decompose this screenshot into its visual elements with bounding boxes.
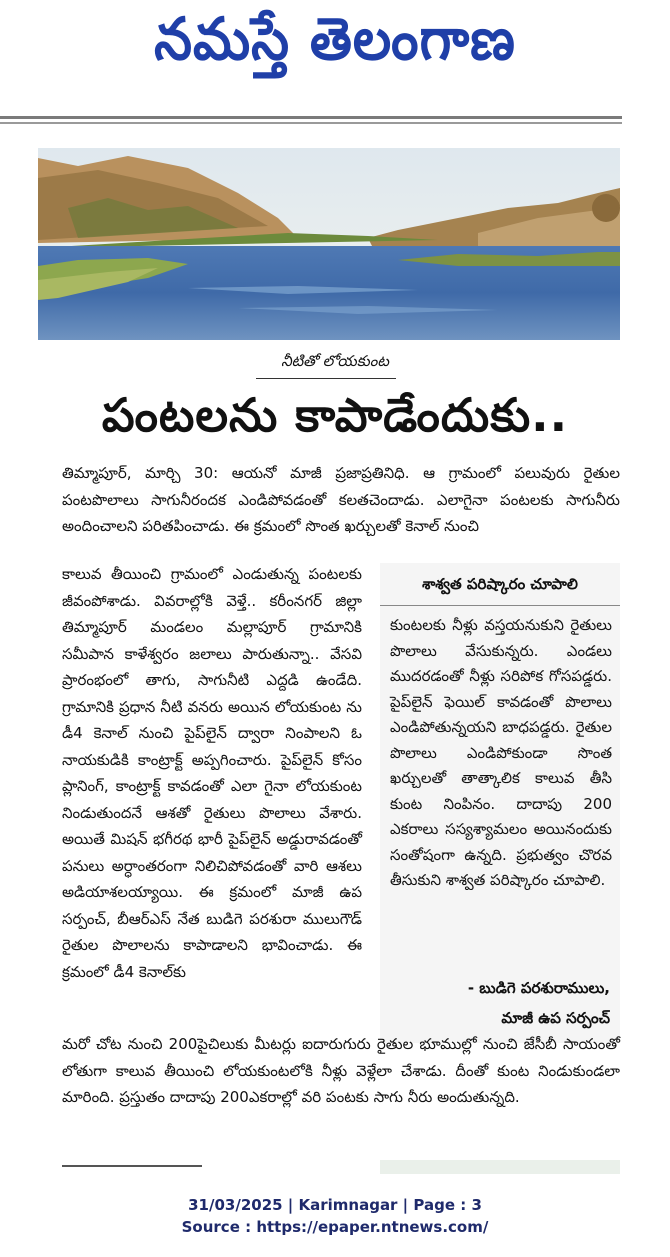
sidebar-signature — [468, 973, 610, 1033]
masthead-divider-secondary — [0, 122, 622, 124]
sidebar-divider — [380, 605, 620, 606]
newspaper-logo: నమస్తే తెలంగాణ — [154, 4, 516, 73]
article-paragraph-top: తిమ్మాపూర్, మార్చి 30: ఆయనో మాజీ ప్రజాప్రతినిధి. ఆ గ్రామంలో పలువురు రైతుల పంటపొలాలు సాగునీరందక ఎండిపోవడంతో కలతచెందాడు. ఎలాగైనా పంటలకు సాగునీరు అందించాలని పరితపించాడు. ఈ క్రమంలో సొంత ఖర్చులతో కెనాల్ నుంచి — [62, 464, 620, 535]
next-article-edge — [380, 1160, 620, 1174]
photo-caption: నీటితో లోయకుంట — [281, 352, 389, 370]
masthead-divider — [0, 116, 622, 119]
article-end-divider — [62, 1165, 202, 1167]
footer-source: Source : https://epaper.ntnews.com/ — [181, 1218, 489, 1236]
signature-name: - బుడిగె పరశురాములు, — [467, 979, 610, 997]
sidebar-title: శాశ్వత పరిష్కారం చూపాలి — [422, 575, 578, 593]
lake-photo — [38, 148, 620, 340]
caption-underline — [256, 378, 396, 379]
signature-role: మాజీ ఉప సర్పంచ్ — [501, 1009, 610, 1027]
lake-photo-illustration — [38, 148, 620, 340]
footer-date-edition: 31/03/2025 | Karimnagar | Page : 3 — [188, 1196, 482, 1214]
sidebar-quote-text: కుంటలకు నీళ్లు వస్తయనుకుని రైతులు పొలాలు వేసుకున్నరు. ఎండలు ముదరడంతో నీళ్లు సరిపోక గోసపడ్డరు. పైప్‌లైన్ ఫెయిల్ కావడంతో పొలాలు ఎండిపోతున్నయని బాధపడ్డరు. రైతుల పొలాలు ఎండిపోకుండా సొంత ఖర్చులతో తాత్కాలిక కాలువ తీసి కుంట నింపినం. దాదాపు 200 ఎకరాలు సస్యశ్యామలం అయినందుకు సంతోషంగా ఉన్నది. ప్రభుత్వం చొరవ తీసుకుని శాశ్వత పరిష్కారం చూపాలి. — [390, 616, 612, 889]
article-paragraph-bottom: మరో చోట నుంచి 200పైచిలుకు మీటర్లు ఐదారుగురు రైతుల భూముల్లో నుంచి జేసీబీ సాయంతో లోతుగా కాలువ తీయించి లోయకుంటలోకి నీళ్లు వెళ్లేలా చేశాడు. దీంతో కుంట నిండుకుండలా మారింది. ప్రస్తుతం దాదాపు 200ఎకరాల్లో వరి పంటకు సాగు నీరు అందుతున్నది. — [62, 1035, 620, 1106]
masthead — [0, 0, 670, 110]
article-headline: పంటలను కాపాడేందుకు.. — [101, 388, 569, 442]
quote-sidebar — [380, 563, 620, 1043]
article-paragraph-left-column: కాలువ తీయించి గ్రామంలో ఎండుతున్న పంటలకు జీవంపోశాడు. వివరాల్లోకి వెళ్తే.. కరీంనగర్ జిల్లా తిమ్మాపూర్ మండలం మల్లాపూర్ గ్రామానికి సమీపాన కాళేశ్వరం జలాలు పారుతున్నా.. వేసవి ప్రారంభంలో తాగు, సాగునీటి ఎద్దడి ఉండేది. గ్రామానికి ప్రధాన నీటి వనరు అయిన లోయకుంట ను డీ4 కెనాల్ నుంచి పైప్‌లైన్ ద్వారా నింపాలని ఓ నాయకుడికి కాంట్రాక్ట్ అప్పగించారు. పైప్‌లైన్ కోసం ప్లానింగ్, కాంట్రాక్ట్ కావడంతో ఎలా గైనా లోయకుంట నిండుతుందనే ఆశతో రైతులు పొలాలు వేశారు. అయితే మిషన్ భగీరథ భారీ పైప్‌లైన్ అడ్డురావడంతో పనులు అర్ధాంతరంగా నిలిచిపోవడంతో వారి ఆశలు అడియాశలయ్యాయి. ఈ క్రమంలో మాజీ ఉప సర్పంచ్, బీఆర్‌ఎస్ నేత బుడిగె పరశురా ములుగౌడ్ రైతుల పొలాలను కాపాడాలని భావించాడు. ఈ క్రమంలో డీ4 కెనాల్‌కు — [62, 565, 362, 981]
